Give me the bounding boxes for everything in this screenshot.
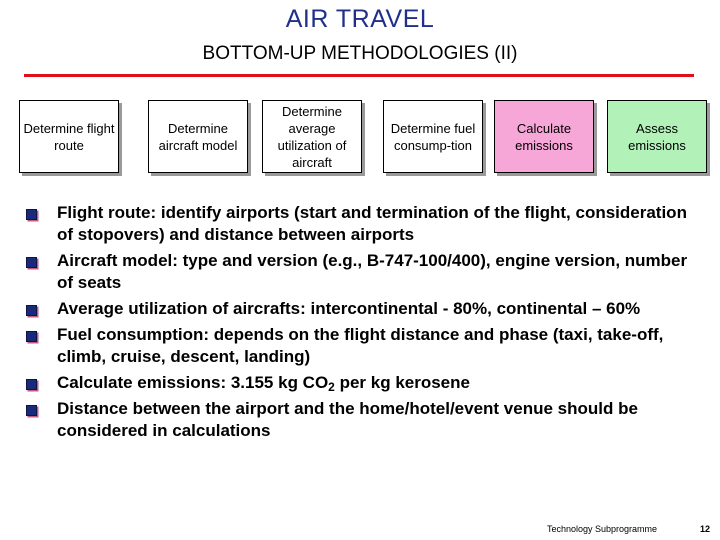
page-number: 12 bbox=[700, 524, 711, 534]
bullet-text-part: Calculate emissions: 3.155 kg CO bbox=[57, 373, 329, 392]
bullet-text: Fuel consumption: depends on the flight distance and phase (taxi, take-off, climb, cruise, descent, landing) bbox=[57, 325, 664, 366]
bullet-aircraft-model bbox=[24, 250, 704, 294]
flow-box-label: Determine aircraft model bbox=[158, 120, 238, 153]
bullet-text-part: per kg kerosene bbox=[334, 373, 470, 392]
bullet-distance bbox=[24, 398, 704, 442]
bullet-fuel-consumption bbox=[24, 324, 704, 368]
flow-box-label: Determine fuel consump-tion bbox=[390, 120, 476, 153]
flow-box-assess-emissions bbox=[607, 100, 707, 173]
footer-text: Technology Subprogramme bbox=[547, 524, 658, 534]
bullet-calculate-emissions bbox=[24, 372, 704, 394]
bullet-text: Distance between the airport and the home/hotel/event venue should be considered in calculations bbox=[57, 399, 638, 440]
square-bullet-icon bbox=[26, 331, 37, 342]
flow-box-calculate-emissions bbox=[494, 100, 594, 173]
bullet-flight-route bbox=[24, 202, 704, 246]
flow-box-aircraft-model bbox=[148, 100, 248, 173]
co2-subscript: 2 bbox=[328, 380, 335, 394]
flow-box-label: Calculate emissions bbox=[515, 120, 573, 153]
flow-box-fuel-consumption bbox=[383, 100, 483, 173]
square-bullet-icon bbox=[26, 379, 37, 390]
bullet-list bbox=[24, 202, 704, 446]
square-bullet-icon bbox=[26, 305, 37, 316]
square-bullet-icon bbox=[26, 405, 37, 416]
flow-box-flight-route bbox=[19, 100, 119, 173]
square-bullet-icon bbox=[26, 257, 37, 268]
flow-box-label: Determine average utilization of aircraft bbox=[277, 103, 347, 170]
flow-box-label: Determine flight route bbox=[23, 120, 115, 153]
bullet-text: Average utilization of aircrafts: intercontinental - 80%, continental – 60% bbox=[57, 299, 641, 318]
square-bullet-icon bbox=[26, 209, 37, 220]
flow-box-label: Assess emissions bbox=[628, 120, 686, 153]
bullet-text bbox=[57, 373, 470, 392]
bullet-average-utilization bbox=[24, 298, 704, 320]
flow-box-average-utilization bbox=[262, 100, 362, 173]
process-flow bbox=[14, 100, 714, 180]
divider-line bbox=[24, 74, 694, 77]
slide-title: AIR TRAVEL bbox=[285, 5, 435, 33]
bullet-text: Flight route: identify airports (start and termination of the flight, consideration of stopovers) and distance between airports bbox=[57, 203, 687, 244]
bullet-text: Aircraft model: type and version (e.g., B-747-100/400), engine version, number of seats bbox=[57, 251, 688, 292]
slide-subtitle: BOTTOM-UP METHODOLOGIES (II) bbox=[202, 43, 518, 64]
